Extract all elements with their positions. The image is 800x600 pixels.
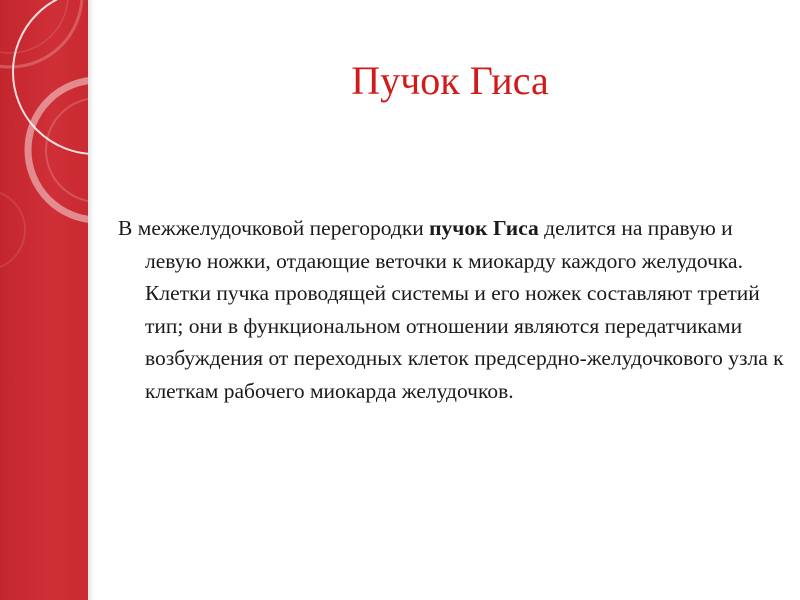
band-shadow: [88, 0, 94, 600]
paragraph-text-start: В межжелудочковой перегородки: [118, 216, 430, 240]
decorative-circles: [0, 0, 88, 600]
decorative-side-band: [0, 0, 88, 600]
slide-title: Пучок Гиса: [351, 58, 549, 103]
slide-body-paragraph: [118, 212, 785, 407]
paragraph-text-rest: делится на правую и левую ножки, отдающие веточки к миокарду каждого желудочка. Клетки пучка проводящей системы и его ножек составляют третий тип; они в функциональном отношении являются передатчиками возбуждения от переходных клеток предсердно-желудочкового узла к клеткам рабочего миокарда желудочков.: [145, 216, 784, 403]
paragraph-bold-term: пучок Гиса: [429, 216, 539, 240]
